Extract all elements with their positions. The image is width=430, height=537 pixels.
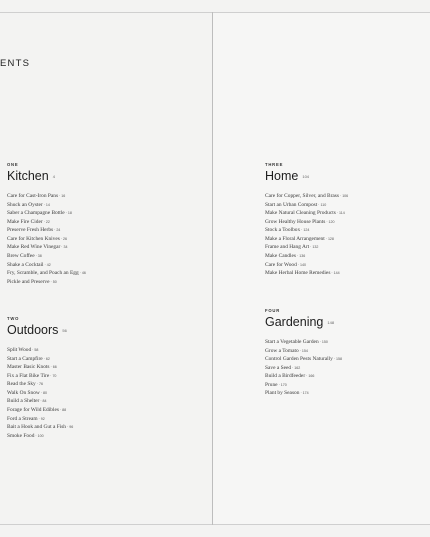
entry-title: Split Wood [7,347,32,354]
toc-entry [265,347,342,356]
toc-entry [265,235,348,244]
entry-separator: · [58,194,62,199]
toc-entry [7,415,73,424]
entry-separator: · [277,382,281,387]
entry-title: Save a Seed [265,364,292,371]
entry-title: Walk On Snow [7,389,40,396]
entry-separator: · [318,340,322,345]
toc-entry [7,226,86,235]
entry-title: Care for Wood [265,261,297,268]
entry-separator: · [34,254,38,259]
entry-title: Saber a Champagne Bottle [7,210,65,217]
toc-entry [7,252,86,261]
entry-separator: · [305,374,309,379]
toc-entry [265,243,348,252]
toc-entry [265,389,342,398]
section-title: Outdoors 56 [7,323,67,337]
entry-separator: · [39,390,44,395]
section-number: THREE [265,162,284,167]
toc-entry [7,389,73,398]
entry-separator: · [64,211,68,216]
toc-entry [265,269,348,278]
entry-title: Start an Urban Compost [265,201,318,208]
toc-entry [7,397,73,406]
entry-title: Care for Copper, Silver, and Brass [265,193,339,200]
entry-page: 66 [52,365,57,370]
entry-separator: · [60,245,64,250]
entry-page: 114 [339,211,345,216]
toc-entry [7,192,86,201]
toc-entry [265,338,342,347]
section-page: 56 [62,328,67,334]
entry-page: 100 [37,433,44,438]
toc-entry [7,218,86,227]
entry-page: 136 [299,254,306,259]
entry-page: 58 [34,348,39,353]
section-number: FOUR [265,308,281,313]
entry-page: 62 [45,356,50,361]
entry-page: 106 [342,194,349,199]
entry-page: 144 [333,271,340,276]
toc-entry [7,243,86,252]
entry-title: Make Herbal Home Remedies [265,270,331,277]
entry-page: 150 [321,340,328,345]
entry-title: Shake a Cocktail [7,261,44,268]
entry-page: 162 [294,365,301,370]
toc-entry [7,209,86,218]
section-gardening [265,308,342,398]
entry-title: Make Fire Cider [7,218,43,225]
entry-page: 76 [38,382,43,387]
item-list [265,192,348,277]
toc-entry [265,209,348,218]
entry-title: Care for Cast-Iron Pans [7,193,59,200]
entry-title: Grow a Tomato [265,347,299,354]
entry-page: 38 [37,254,42,259]
toc-entry [7,235,86,244]
entry-separator: · [31,348,35,353]
entry-page: 50 [52,279,57,284]
toc-entry [7,201,86,210]
entry-page: 92 [40,416,45,421]
entry-page: 24 [56,228,61,233]
entry-separator: · [53,228,57,233]
entry-separator: · [338,194,343,199]
toc-entry [265,381,342,390]
entry-page: 96 [69,425,74,430]
entry-title: Make Candles [265,253,296,260]
section-title: Gardening 148 [265,315,335,329]
entry-page: 170 [280,382,287,387]
entry-title: Start a Vegetable Garden [265,339,319,346]
entry-page: 26 [63,236,68,241]
entry-page: 22 [45,219,50,224]
entry-page: 80 [43,390,48,395]
section-page: 148 [327,320,335,326]
entry-separator: · [298,348,302,353]
entry-separator: · [317,202,321,207]
entry-page: 120 [328,219,335,224]
entry-title: Care for Kitchen Knives [7,235,60,242]
entry-page: 84 [42,399,47,404]
toc-entry [7,432,73,441]
entry-title: Start a Campfire [7,355,43,362]
section-page: 104 [302,174,310,180]
entry-title: Make a Floral Arrangement [265,235,325,242]
entry-separator: · [296,254,300,259]
entry-separator: · [49,365,53,370]
entry-separator: · [35,382,39,387]
entry-page: 158 [336,357,343,362]
section-number: ONE [7,162,19,167]
entry-title: Build a Shelter [7,398,40,405]
section-number: TWO [7,316,20,321]
toc-entry [265,226,348,235]
toc-entry [7,346,73,355]
bottom-edge [0,524,430,525]
entry-separator: · [291,365,295,370]
entry-title: Fix a Flat Bike Tire [7,372,50,379]
entry-separator: · [299,391,303,396]
entry-separator: · [49,279,53,284]
entry-page: 132 [312,245,319,250]
item-list [7,192,86,286]
section-kitchen [7,162,86,286]
entry-separator: · [296,262,301,267]
entry-separator: · [300,228,304,233]
entry-title: Forage for Wild Edibles [7,407,59,414]
entry-title: Make Red Wine Vinegar [7,244,61,251]
entry-title: Bait a Hook and Gut a Fish [7,424,66,431]
entry-separator: · [39,399,43,404]
entry-separator: · [309,245,313,250]
entry-separator: · [42,219,46,224]
entry-separator: · [58,408,63,413]
toc-entry [7,406,73,415]
toc-entry [265,192,348,201]
entry-page: 140 [300,262,307,267]
toc-entry [7,355,73,364]
entry-separator: · [43,262,47,267]
entry-separator: · [325,219,329,224]
book-gutter [212,12,213,525]
entry-title: Plant by Season [265,390,300,397]
section-title: Home 104 [265,169,310,183]
entry-title: Pickle and Preserve [7,278,50,285]
entry-separator: · [42,202,46,207]
toc-entry [265,261,348,270]
toc-entry [7,363,73,372]
entry-separator: · [66,425,70,430]
entry-page: 46 [81,271,86,276]
toc-entry [7,380,73,389]
entry-page: 88 [62,408,67,413]
section-outdoors [7,316,73,440]
toc-entry [7,423,73,432]
entry-title: Shuck an Oyster [7,201,43,208]
entry-separator: · [42,356,46,361]
entry-page: 16 [61,194,66,199]
entry-separator: · [335,211,340,216]
entry-page: 128 [327,236,334,241]
top-edge [0,12,430,13]
entry-title: Fry, Scramble, and Poach an Egg [7,270,79,277]
entry-title: Ford a Stream [7,415,38,422]
entry-separator: · [330,271,334,276]
entry-page: 70 [52,373,57,378]
entry-page: 154 [301,348,308,353]
entry-separator: · [59,236,64,241]
entry-title: Smoke Food [7,432,35,439]
entry-title: Build a Birdfeeder [265,373,306,380]
section-home [265,162,348,278]
entry-separator: · [324,236,328,241]
entry-title: Make Natural Cleaning Products [265,210,336,217]
toc-entry [265,218,348,227]
entry-page: 174 [302,391,309,396]
entry-separator: · [78,271,82,276]
toc-entry [7,278,86,287]
toc-entry [7,261,86,270]
entry-title: Preserve Fresh Herbs [7,227,54,234]
entry-page: 14 [45,202,50,207]
entry-page: 34 [63,245,68,250]
entry-separator: · [34,433,38,438]
item-list [7,346,73,440]
entry-title: Control Garden Pests Naturally [265,356,333,363]
entry-title: Master Basic Knots [7,364,50,371]
entry-page: 166 [308,374,315,379]
item-list [265,338,342,398]
toc-entry [265,372,342,381]
entry-separator: · [37,416,41,421]
entry-title: Brew Coffee [7,253,35,260]
entry-page: 18 [67,211,72,216]
page-heading: ENTS [0,58,31,69]
toc-entry [265,364,342,373]
entry-title: Grow Healthy House Plants [265,218,326,225]
entry-page: 124 [303,228,310,233]
toc-entry [265,355,342,364]
entry-separator: · [332,357,337,362]
entry-title: Read the Sky [7,381,36,388]
entry-title: Frame and Hang Art [265,244,310,251]
entry-title: Stock a Toolbox [265,227,301,234]
entry-page: 110 [320,202,327,207]
entry-separator: · [49,373,53,378]
toc-entry [7,269,86,278]
entry-page: 42 [46,262,51,267]
toc-entry [265,201,348,210]
section-page: 4 [52,174,55,180]
toc-entry [265,252,348,261]
section-title: Kitchen 4 [7,169,55,183]
toc-entry [7,372,73,381]
entry-title: Prune [265,381,278,388]
